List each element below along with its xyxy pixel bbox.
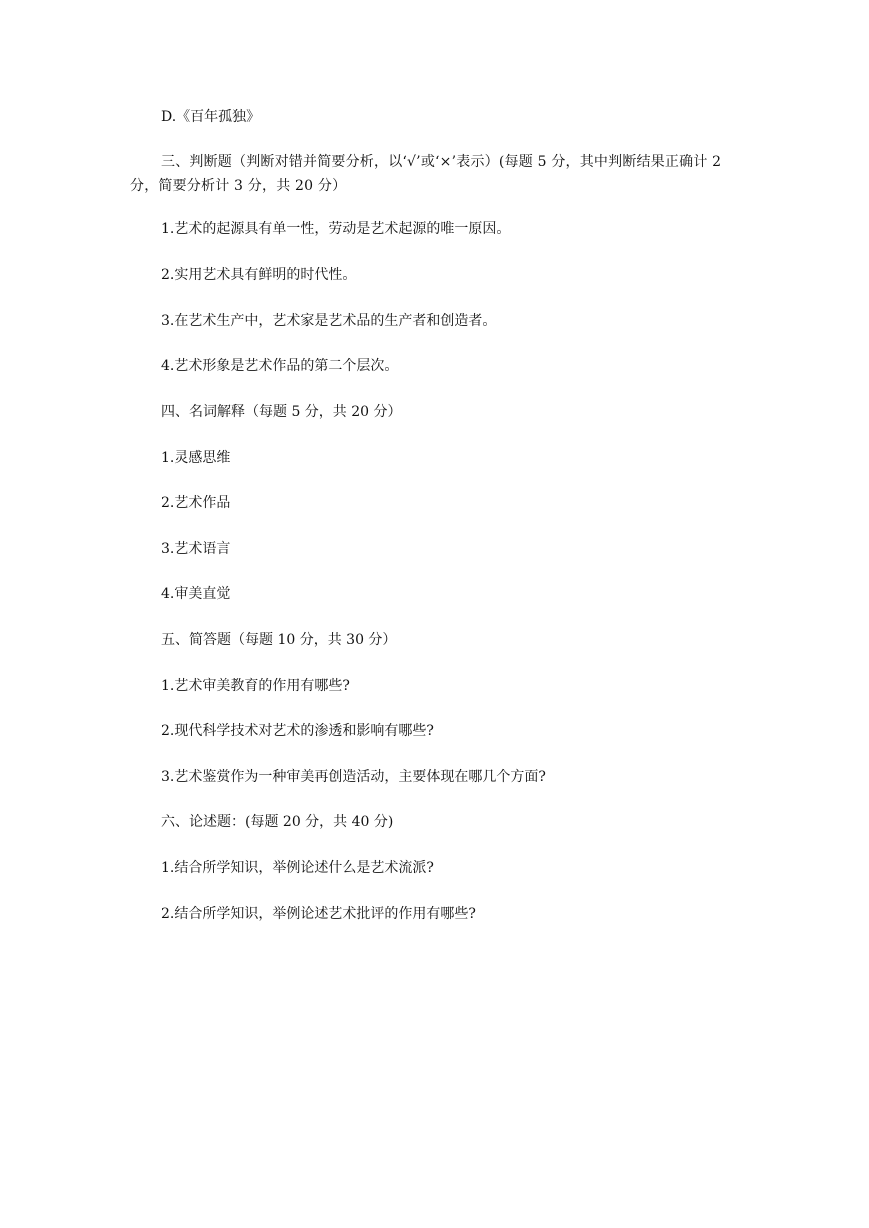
section-5-heading: 五、简答题（每题 10 分，共 30 分） (161, 632, 397, 648)
section-6-item-2: 2.结合所学知识，举例论述艺术批评的作用有哪些? (161, 906, 476, 922)
section-3-item-4: 4.艺术形象是艺术作品的第二个层次。 (161, 358, 399, 374)
section-4-item-4: 4.审美直觉 (161, 586, 231, 602)
section-6-heading: 六、论述题：(每题 20 分，共 40 分) (161, 814, 394, 830)
section-5-item-3: 3.艺术鉴赏作为一种审美再创造活动，主要体现在哪几个方面? (161, 769, 546, 785)
section-5-item-2: 2.现代科学技术对艺术的渗透和影响有哪些? (161, 723, 434, 739)
option-d: D.《百年孤独》 (161, 109, 261, 125)
section-4-item-2: 2.艺术作品 (161, 495, 231, 511)
section-4-item-3: 3.艺术语言 (161, 541, 231, 557)
section-3-heading: 三、判断题（判断对错并简要分析，以‘√’或‘×’表示）(每题 5 分，其中判断结果正确计 2 分，简要分析计 3 分，共 20 分） (130, 154, 722, 194)
section-4-item-1: 1.灵感思维 (161, 450, 231, 466)
section-4-heading: 四、名词解释（每题 5 分，共 20 分） (161, 404, 402, 420)
section-3-item-1: 1.艺术的起源具有单一性，劳动是艺术起源的唯一原因。 (161, 221, 511, 237)
section-5-item-1: 1.艺术审美教育的作用有哪些? (161, 678, 350, 694)
section-6-item-1: 1.结合所学知识，举例论述什么是艺术流派? (161, 860, 434, 876)
section-3-item-2: 2.实用艺术具有鲜明的时代性。 (161, 267, 357, 283)
section-3-item-3: 3.在艺术生产中，艺术家是艺术品的生产者和创造者。 (161, 313, 497, 329)
